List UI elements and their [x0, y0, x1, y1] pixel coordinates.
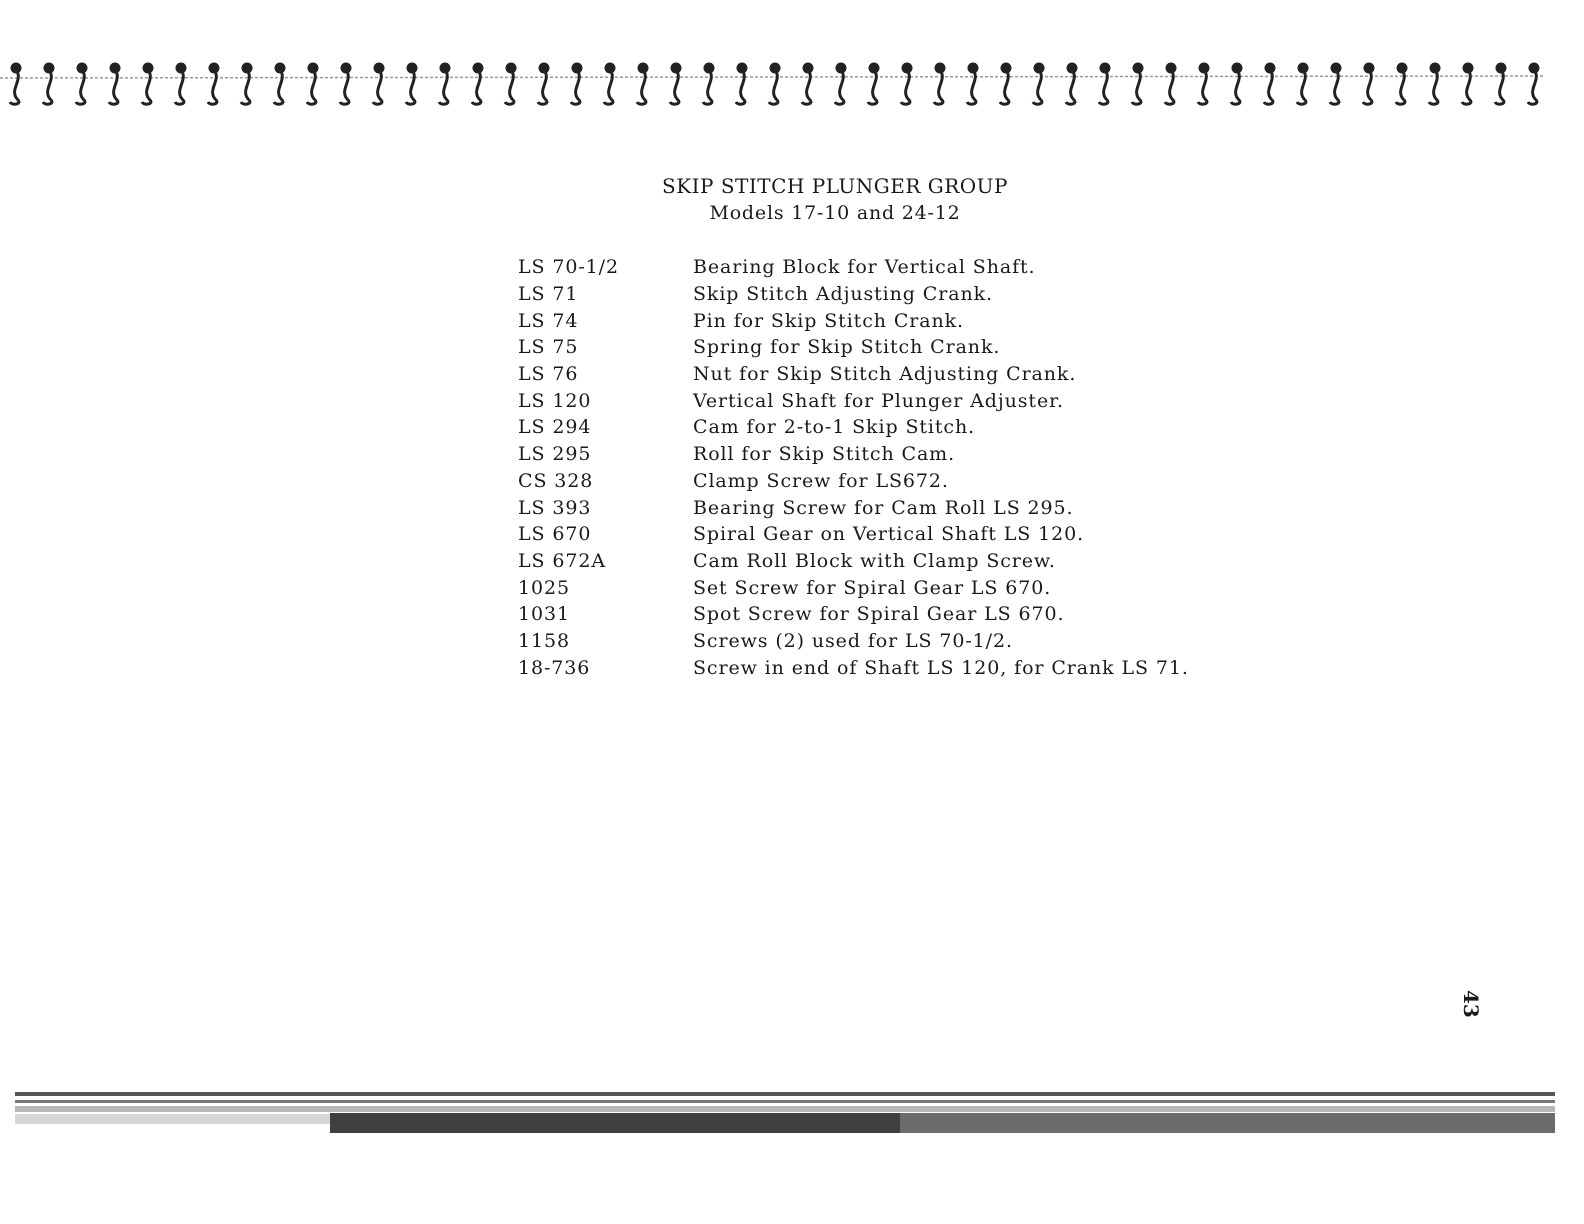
spiral-coil [934, 64, 944, 104]
spiral-coil [208, 64, 218, 104]
part-number: LS 294 [518, 416, 592, 439]
spiral-coil [1330, 64, 1340, 104]
spiral-coil [1363, 64, 1373, 104]
spiral-coil [571, 64, 581, 104]
spiral-coil [1132, 64, 1142, 104]
spiral-coil [505, 64, 515, 104]
spiral-coil [1495, 64, 1505, 104]
spiral-coil [10, 64, 20, 104]
part-number: LS 672A [518, 549, 606, 572]
spiral-coil [802, 64, 812, 104]
spiral-coil [43, 64, 53, 104]
spiral-coil [1165, 64, 1175, 104]
part-description: Spot Screw for Spiral Gear LS 670. [693, 603, 1065, 626]
spiral-coil [142, 64, 152, 104]
spiral-coil [604, 64, 614, 104]
spiral-coil [901, 64, 911, 104]
part-row [518, 254, 1189, 281]
spiral-coil [769, 64, 779, 104]
part-row [518, 628, 1189, 655]
part-row [518, 334, 1189, 361]
part-description: Clamp Screw for LS672. [693, 469, 949, 492]
heading [0, 172, 1584, 226]
spiral-coil [1462, 64, 1472, 104]
bottom-binding-edge [0, 1080, 1584, 1150]
part-number: LS 74 [518, 309, 579, 332]
part-description: Spring for Skip Stitch Crank. [693, 336, 1001, 359]
spiral-coil [307, 64, 317, 104]
spiral-coil [1396, 64, 1406, 104]
spiral-coil [1297, 64, 1307, 104]
spiral-coil [76, 64, 86, 104]
spiral-coil [538, 64, 548, 104]
spiral-coil [670, 64, 680, 104]
part-row [518, 574, 1189, 601]
spiral-coil [439, 64, 449, 104]
page-subtitle: Models 17-10 and 24-12 [709, 202, 961, 224]
spiral-coil [637, 64, 647, 104]
part-number: LS 120 [518, 389, 592, 412]
part-number: LS 670 [518, 523, 592, 546]
part-description: Bearing Block for Vertical Shaft. [693, 256, 1036, 279]
part-row [518, 601, 1189, 628]
spiral-coil [175, 64, 185, 104]
spiral-coil [736, 64, 746, 104]
part-number: 1025 [518, 576, 570, 599]
spiral-coil [274, 64, 284, 104]
part-number: 1031 [518, 603, 570, 626]
spiral-coil [1264, 64, 1274, 104]
spiral-coil [967, 64, 977, 104]
page-title: SKIP STITCH PLUNGER GROUP [662, 174, 1008, 198]
part-number: LS 76 [518, 363, 579, 386]
spiral-coil [406, 64, 416, 104]
spiral-coil [703, 64, 713, 104]
part-number: 1158 [518, 629, 570, 652]
part-row [518, 414, 1189, 441]
spiral-coil [868, 64, 878, 104]
spiral-coil [1231, 64, 1241, 104]
part-number: LS 393 [518, 496, 592, 519]
part-row [518, 494, 1189, 521]
part-row [518, 361, 1189, 388]
part-row [518, 307, 1189, 334]
part-description: Screws (2) used for LS 70-1/2. [693, 629, 1013, 652]
part-number: LS 71 [518, 283, 579, 306]
part-number: LS 75 [518, 336, 579, 359]
part-description: Screw in end of Shaft LS 120, for Crank LS 71. [693, 656, 1189, 679]
part-row [518, 548, 1189, 575]
part-description: Cam Roll Block with Clamp Screw. [693, 549, 1056, 572]
spiral-coil [241, 64, 251, 104]
spiral-coil [109, 64, 119, 104]
parts-list [518, 254, 1189, 681]
part-row [518, 468, 1189, 495]
part-number: CS 328 [518, 469, 594, 492]
part-description: Cam for 2-to-1 Skip Stitch. [693, 416, 976, 439]
page-number: 43 [1459, 990, 1483, 1018]
spiral-coil [1000, 64, 1010, 104]
spiral-coil [1528, 64, 1538, 104]
spiral-coil [1066, 64, 1076, 104]
part-row [518, 654, 1189, 681]
part-description: Roll for Skip Stitch Cam. [693, 443, 956, 466]
part-row [518, 441, 1189, 468]
spiral-binding [0, 40, 1584, 120]
spiral-coil [1429, 64, 1439, 104]
part-number: 18-736 [518, 656, 591, 679]
part-description: Skip Stitch Adjusting Crank. [693, 283, 993, 306]
spiral-coil [835, 64, 845, 104]
part-number: LS 295 [518, 443, 592, 466]
part-row [518, 281, 1189, 308]
part-description: Pin for Skip Stitch Crank. [693, 309, 964, 332]
part-number: LS 70-1/2 [518, 256, 619, 279]
part-row [518, 387, 1189, 414]
part-description: Bearing Screw for Cam Roll LS 295. [693, 496, 1074, 519]
spiral-coil [1033, 64, 1043, 104]
part-description: Nut for Skip Stitch Adjusting Crank. [693, 363, 1077, 386]
spiral-coil [373, 64, 383, 104]
spiral-coil [1198, 64, 1208, 104]
part-description: Vertical Shaft for Plunger Adjuster. [693, 389, 1064, 412]
spiral-coil [340, 64, 350, 104]
spiral-coil [472, 64, 482, 104]
part-row [518, 521, 1189, 548]
part-description: Spiral Gear on Vertical Shaft LS 120. [693, 523, 1085, 546]
part-description: Set Screw for Spiral Gear LS 670. [693, 576, 1052, 599]
spiral-coil [1099, 64, 1109, 104]
